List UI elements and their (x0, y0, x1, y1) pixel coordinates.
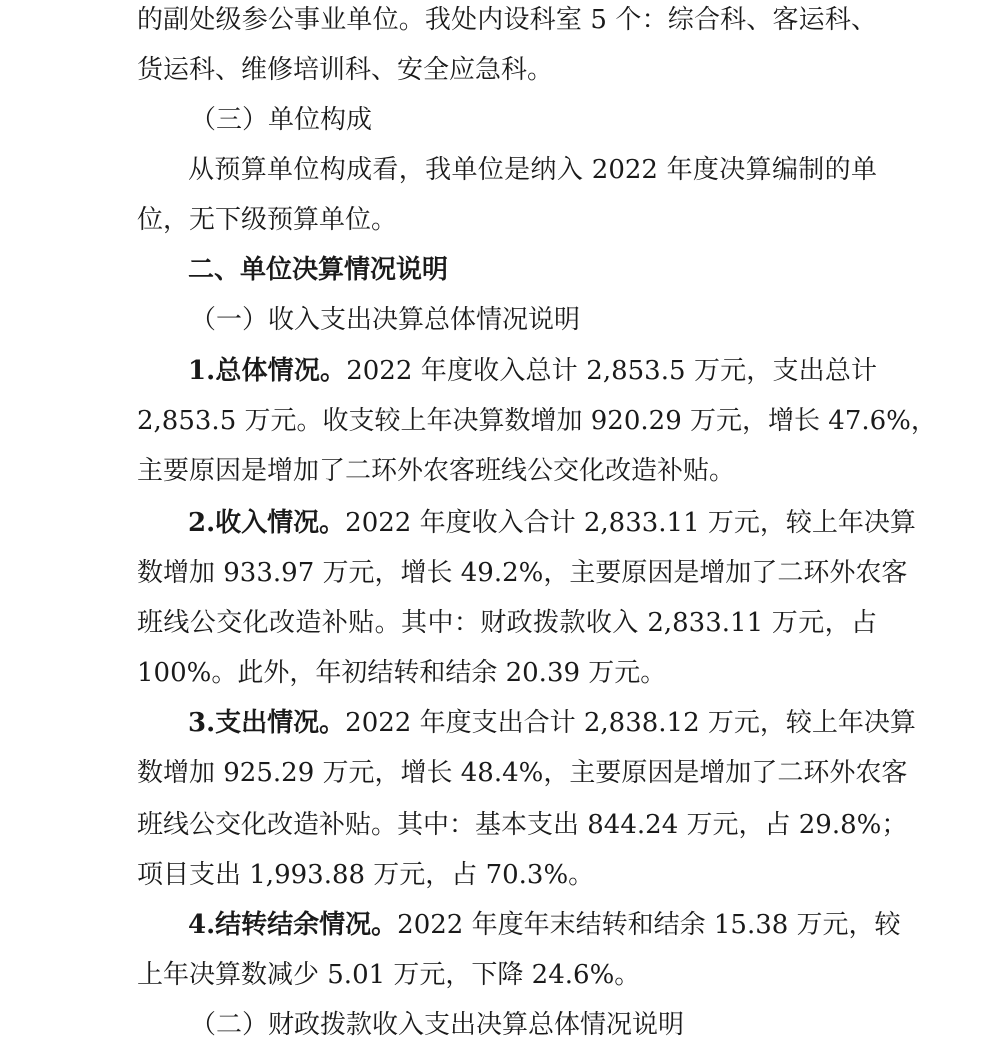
line-text: 2,853.5 万元。收支较上年决算数增加 920.29 万元，增长 47.6%， (137, 406, 937, 436)
body-line (137, 756, 908, 790)
line-text: 主要原因是增加了二环外农客班线公交化改造补贴。 (137, 456, 736, 486)
body-line (137, 53, 553, 87)
body-line (137, 3, 877, 37)
subsection-heading (190, 303, 580, 337)
line-text: 2022 年度收入合计 2,833.11 万元，较上年决算 (345, 508, 916, 538)
body-line (137, 556, 908, 590)
paragraph-first-line (188, 706, 916, 740)
line-text: 数增加 925.29 万元，增长 48.4%，主要原因是增加了二环外农客 (137, 758, 908, 788)
line-text: 班线公交化改造补贴。其中：基本支出 844.24 万元，占 29.8%； (137, 810, 908, 840)
line-text: 货运科、维修培训科、安全应急科。 (137, 55, 554, 85)
line-text: 位，无下级预算单位。 (137, 205, 398, 235)
body-line (137, 958, 640, 992)
body-line (137, 454, 735, 488)
body-line (137, 656, 666, 690)
paragraph-first-line (188, 153, 877, 187)
line-text: 上年决算数减少 5.01 万元，下降 24.6%。 (137, 960, 641, 990)
section-heading (188, 253, 448, 287)
subsection-heading (190, 1008, 684, 1042)
line-text: （三）单位构成 (190, 105, 373, 135)
line-text: 项目支出 1,993.88 万元，占 70.3%。 (137, 860, 595, 890)
line-text: 的副处级参公事业单位。我处内设科室 5 个：综合科、客运科、 (137, 5, 877, 35)
line-text: 二、单位决算情况说明 (188, 255, 449, 285)
line-text: （一）收入支出决算总体情况说明 (190, 305, 581, 335)
line-text: 2022 年度收入总计 2,853.5 万元，支出总计 (346, 356, 877, 386)
line-text: 2022 年度支出合计 2,838.12 万元，较上年决算 (345, 708, 916, 738)
line-text: 从预算单位构成看，我单位是纳入 2022 年度决算编制的单 (188, 155, 877, 185)
line-text: 2022 年度年末结转和结余 15.38 万元，较 (397, 910, 901, 940)
line-text: （二）财政拨款收入支出决算总体情况说明 (190, 1010, 685, 1040)
paragraph-first-line (188, 506, 916, 540)
paragraph-first-line (188, 354, 877, 388)
body-line (137, 808, 908, 842)
body-line (137, 203, 397, 237)
body-line (137, 858, 594, 892)
paragraph-lead: 1.总体情况。 (188, 356, 347, 386)
paragraph-lead: 3.支出情况。 (188, 708, 346, 738)
line-text: 100%。此外，年初结转和结余 20.39 万元。 (137, 658, 667, 688)
paragraph-first-line (188, 908, 901, 942)
paragraph-lead: 2.收入情况。 (188, 508, 346, 538)
paragraph-lead: 4.结转结余情况。 (188, 910, 398, 940)
subsection-heading (190, 103, 372, 137)
body-line (137, 606, 877, 640)
line-text: 数增加 933.97 万元，增长 49.2%，主要原因是增加了二环外农客 (137, 558, 908, 588)
line-text: 班线公交化改造补贴。其中：财政拨款收入 2,833.11 万元，占 (137, 608, 877, 638)
body-line (137, 404, 937, 438)
